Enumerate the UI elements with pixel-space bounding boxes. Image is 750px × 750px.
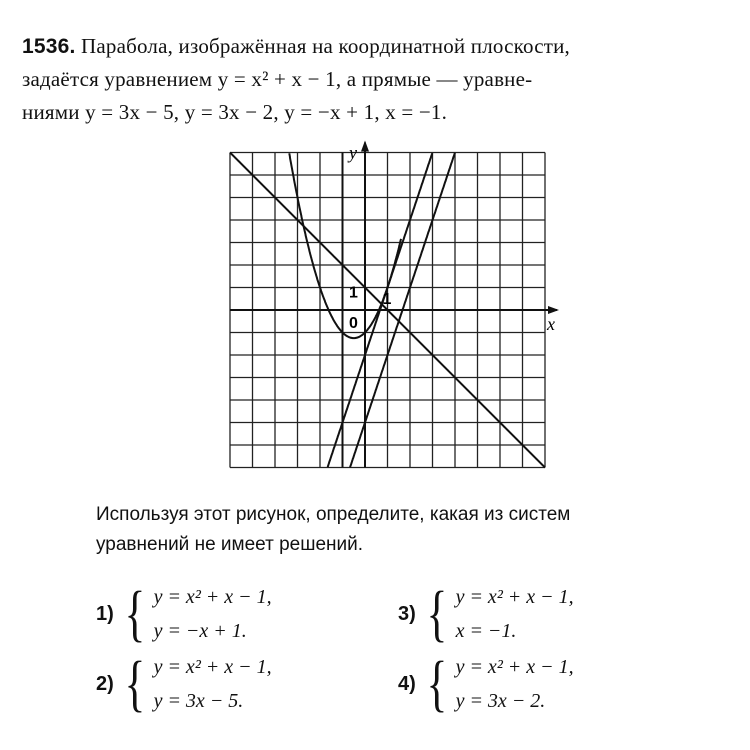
option-4-eq1: y = x² + x − 1, xyxy=(455,656,574,678)
question-line-1: Используя этот рисунок, определите, какая из систем xyxy=(96,504,571,525)
option-2-system xyxy=(154,650,272,718)
x-axis-label: x xyxy=(547,314,555,334)
option-4-number: 4) xyxy=(398,672,416,695)
option-1-number: 1) xyxy=(96,602,114,625)
problem-text-1: Парабола, изображённая на координатной плоскости, xyxy=(81,34,571,58)
option-1-eq1: y = x² + x − 1, xyxy=(153,586,272,608)
question-line-2: уравнений не имеет решений. xyxy=(96,534,364,555)
x-axis-arrow xyxy=(548,306,559,314)
option-3-eq2: x = −1. xyxy=(455,620,517,642)
problem-line-3: ниями y = 3x − 5, y = 3x − 2, y = −x + 1, x = −1. xyxy=(22,100,448,124)
problem-line-1 xyxy=(22,30,722,63)
option-2-eq2: y = 3x − 5. xyxy=(153,690,244,712)
problem-statement xyxy=(22,30,722,129)
problem-number: 1536. xyxy=(22,35,76,58)
problem-line-2: задаётся уравнением y = x² + x − 1, а прямые — уравне- xyxy=(22,67,533,91)
option-4-brace: { xyxy=(426,650,448,718)
option-2[interactable] xyxy=(96,650,272,718)
option-3-eq1: y = x² + x − 1, xyxy=(455,586,574,608)
option-4[interactable] xyxy=(398,650,574,718)
coordinate-plane-figure xyxy=(200,140,555,470)
option-2-eq1: y = x² + x − 1, xyxy=(153,656,272,678)
coordinate-plane xyxy=(200,140,555,470)
option-3-system xyxy=(456,580,574,648)
origin-label: 0 xyxy=(349,315,358,332)
y-axis-label: y xyxy=(349,142,357,163)
option-4-eq2: y = 3x − 2. xyxy=(455,690,546,712)
unit-x-label: 1 xyxy=(382,291,392,308)
option-4-system xyxy=(456,650,574,718)
option-3-brace: { xyxy=(426,580,448,648)
unit-y-label: 1 xyxy=(349,284,358,302)
y-axis-arrow xyxy=(361,141,369,152)
question xyxy=(96,500,726,560)
grid xyxy=(230,141,559,468)
option-1-eq2: y = −x + 1. xyxy=(153,620,247,642)
option-1[interactable] xyxy=(96,580,272,648)
option-1-brace: { xyxy=(124,580,146,648)
option-3[interactable] xyxy=(398,580,574,648)
option-3-number: 3) xyxy=(398,602,416,625)
option-1-system xyxy=(154,580,272,648)
option-2-number: 2) xyxy=(96,672,114,695)
option-2-brace: { xyxy=(124,650,146,718)
